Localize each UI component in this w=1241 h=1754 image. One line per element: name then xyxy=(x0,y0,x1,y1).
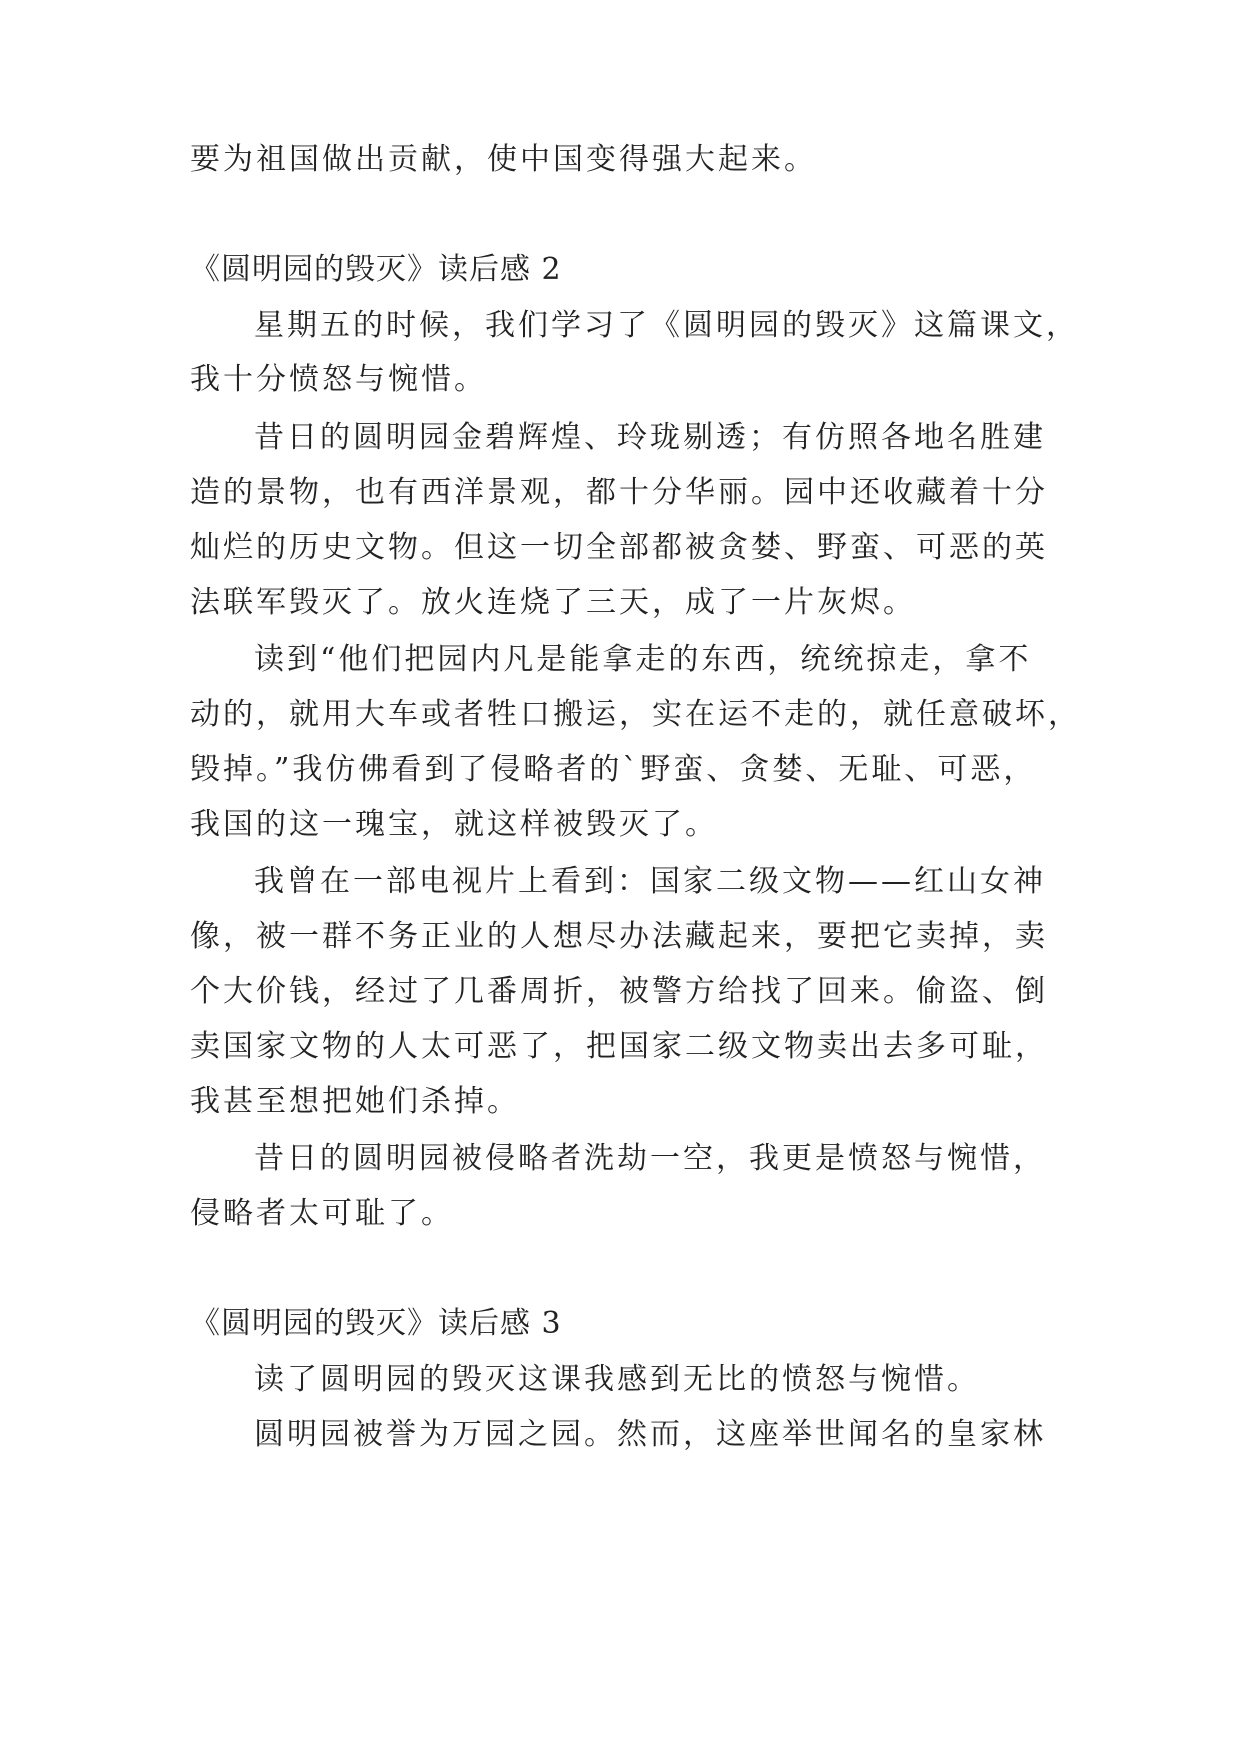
text-line: 读到“他们把园内凡是能拿走的东西，统统掠走，拿不 xyxy=(254,642,1032,677)
text-line: 我十分愤怒与惋惜。 xyxy=(190,362,487,397)
text-line: 星期五的时候，我们学习了《圆明园的毁灭》这篇课文， xyxy=(254,308,1079,343)
text-line: 动的，就用大车或者牲口搬运，实在运不走的，就任意破坏， xyxy=(190,697,1081,732)
text-line: 圆明园被誉为万园之园。然而，这座举世闻名的皇家林 xyxy=(254,1417,1046,1452)
text-line: 造的景物，也有西洋景观，都十分华丽。园中还收藏着十分 xyxy=(190,475,1048,510)
text-line: 毁掉。”我仿佛看到了侵略者的`野蛮、贪婪、无耻、可恶， xyxy=(190,752,1037,787)
section-heading: 《圆明园的毁灭》读后感 2 xyxy=(190,252,562,287)
text-line: 法联军毁灭了。放火连烧了三天，成了一片灰烬。 xyxy=(190,585,916,620)
text-line: 像，被一群不务正业的人想尽办法藏起来，要把它卖掉，卖 xyxy=(190,919,1048,954)
text-line: 个大价钱，经过了几番周折，被警方给找了回来。偷盗、倒 xyxy=(190,974,1048,1009)
text-line: 要为祖国做出贡献，使中国变得强大起来。 xyxy=(190,142,817,177)
text-line: 读了圆明园的毁灭这课我感到无比的愤怒与惋惜。 xyxy=(254,1362,980,1397)
text-line: 昔日的圆明园被侵略者洗劫一空，我更是愤怒与惋惜， xyxy=(254,1141,1046,1176)
section-heading: 《圆明园的毁灭》读后感 3 xyxy=(190,1306,562,1341)
text-line: 我曾在一部电视片上看到：国家二级文物——红山女神 xyxy=(254,864,1046,899)
text-line: 卖国家文物的人太可恶了，把国家二级文物卖出去多可耻， xyxy=(190,1029,1048,1064)
text-line: 我甚至想把她们杀掉。 xyxy=(190,1084,520,1119)
text-line: 我国的这一瑰宝，就这样被毁灭了。 xyxy=(190,807,718,842)
text-line: 昔日的圆明园金碧辉煌、玲珑剔透；有仿照各地名胜建 xyxy=(254,420,1046,455)
text-line: 灿烂的历史文物。但这一切全部都被贪婪、野蛮、可恶的英 xyxy=(190,530,1048,565)
text-line: 侵略者太可耻了。 xyxy=(190,1196,454,1231)
